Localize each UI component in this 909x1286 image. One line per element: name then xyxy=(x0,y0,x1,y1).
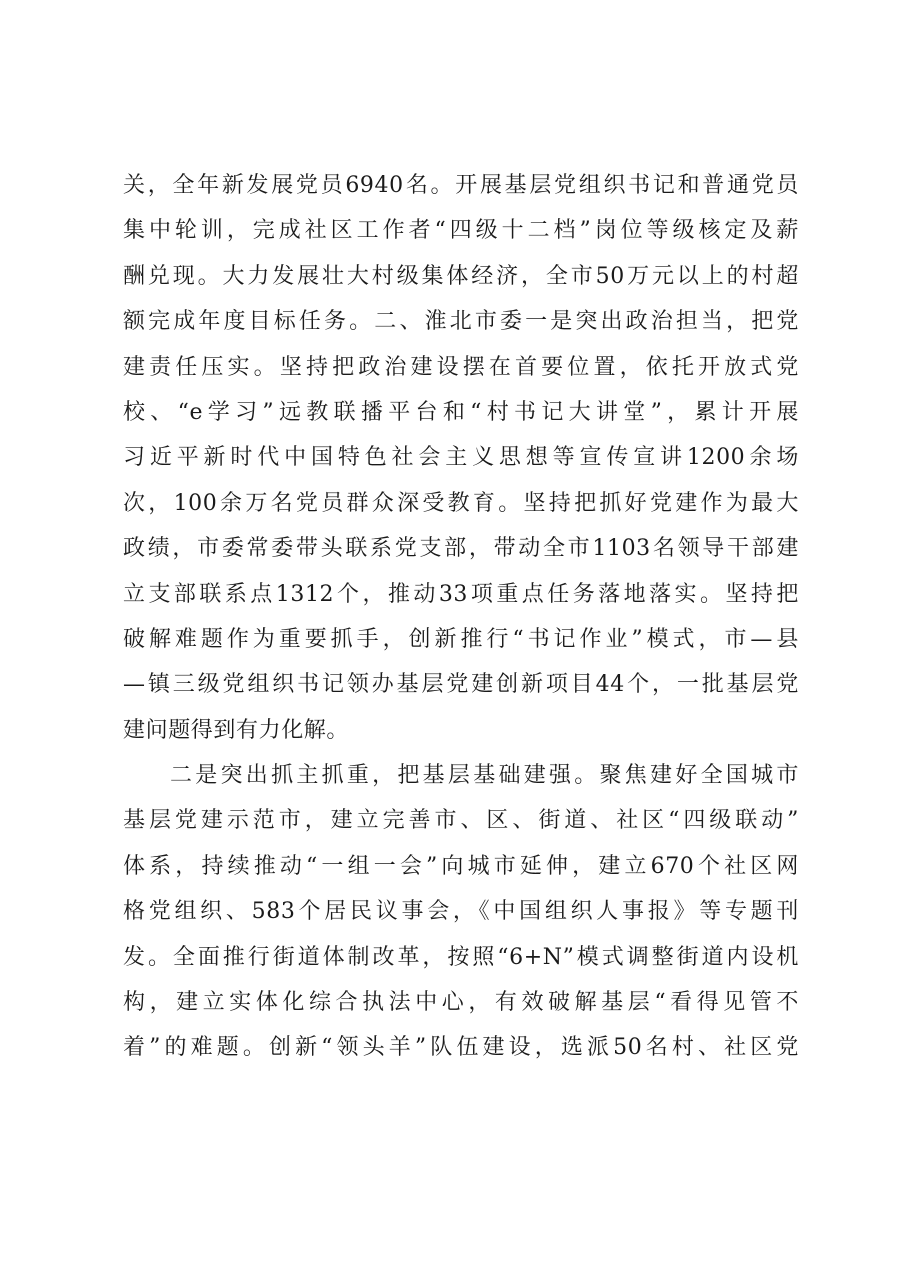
text-line: 建问题得到有力化解。 xyxy=(123,717,350,743)
paragraph-1 xyxy=(123,163,799,753)
text-line: 构，建立实体化综合执法中心，有效破解基层“看得见管不 xyxy=(123,989,799,1015)
text-line: 着”的难题。创新“领头羊”队伍建设，选派50名村、社区党 xyxy=(123,1035,799,1061)
text-line: 政绩，市委常委带头联系党支部，带动全市1103名领导干部建 xyxy=(123,536,799,562)
text-line: 立支部联系点1312个，推动33项重点任务落地落实。坚持把 xyxy=(123,581,799,607)
text-line: 集中轮训，完成社区工作者“四级十二档”岗位等级核定及薪 xyxy=(123,218,799,244)
text-line: 习近平新时代中国特色社会主义思想等宣传宣讲1200余场 xyxy=(123,445,799,471)
text-line: 额完成年度目标任务。二、淮北市委一是突出政治担当，把党 xyxy=(123,309,799,335)
text-line: 次，100余万名党员群众深受教育。坚持把抓好党建作为最大 xyxy=(123,490,799,516)
text-line: 体系，持续推动“一组一会”向城市延伸，建立670个社区网 xyxy=(123,853,799,879)
paragraph-2 xyxy=(123,753,799,1071)
text-line: 发。全面推行街道体制改革，按照“6+N”模式调整街道内设机 xyxy=(123,944,799,970)
text-line: 破解难题作为重要抓手，创新推行“书记作业”模式，市—县 xyxy=(123,626,799,652)
text-line: 酬兑现。大力发展壮大村级集体经济，全市50万元以上的村超 xyxy=(123,263,799,289)
text-line: 二是突出抓主抓重，把基层基础建强。聚焦建好全国城市 xyxy=(170,763,799,788)
text-line: —镇三级党组织书记领办基层党建创新项目44个，一批基层党 xyxy=(123,672,799,698)
text-line: 校、“e学习”远教联播平台和“村书记大讲堂”，累计开展 xyxy=(123,399,799,425)
text-line: 基层党建示范市，建立完善市、区、街道、社区“四级联动” xyxy=(123,808,799,834)
text-line: 关，全年新发展党员6940名。开展基层党组织书记和普通党员 xyxy=(123,173,799,198)
text-line: 格党组织、583个居民议事会，《中国组织人事报》等专题刊 xyxy=(123,899,799,925)
text-line: 建责任压实。坚持把政治建设摆在首要位置，依托开放式党 xyxy=(123,354,799,380)
